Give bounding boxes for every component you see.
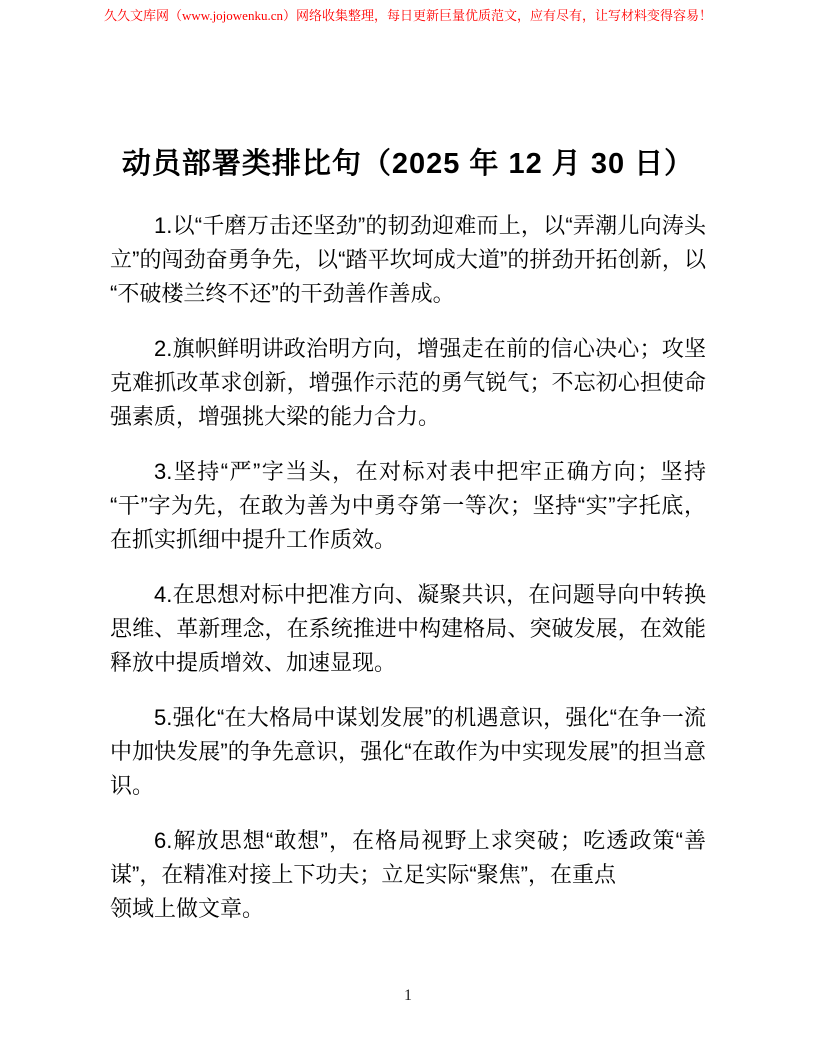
paragraph-3-text: 3.坚持“严”字当头，在对标对表中把牢正确方向；坚持“干”字为先，在敢为善为中勇夺第一等次；坚持“实”字托底，在抓实抓细中提升工作质效。 xyxy=(110,459,706,552)
paragraph-3 xyxy=(110,455,706,557)
paragraph-2-text: 2.旗帜鲜明讲政治明方向，增强走在前的信心决心；攻坚克难抓改革求创新，增强作示范的勇气锐气；不忘初心担使命强素质，增强挑大梁的能力合力。 xyxy=(110,336,706,429)
paragraph-4-text: 4.在思想对标中把准方向、凝聚共识，在问题导向中转换思维、革新理念，在系统推进中构建格局、突破发展，在效能释放中提质增效、加速显现。 xyxy=(110,582,706,675)
paragraph-6 xyxy=(110,824,706,926)
paragraph-6-continued-text: 领域上做文章。 xyxy=(110,896,265,921)
paragraph-6-text: 6.解放思想“敢想”，在格局视野上求突破；吃透政策“善谋”，在精准对接上下功夫；立足实际“聚焦”，在重点 xyxy=(110,828,706,887)
paragraph-5 xyxy=(110,701,706,803)
watermark-header xyxy=(0,7,816,24)
page-number: 1 xyxy=(404,987,412,1004)
watermark-header-text: 久久文库网（www.jojowenku.cn）网络收集整理，每日更新巨量优质范文，应有尽有，让写材料变得容易！ xyxy=(104,8,712,23)
paragraph-5-text: 5.强化“在大格局中谋划发展”的机遇意识，强化“在争一流中加快发展”的争先意识，强化“在敢作为中实现发展”的担当意识。 xyxy=(110,705,706,798)
paragraph-1 xyxy=(110,209,706,311)
paragraph-4 xyxy=(110,578,706,680)
document-body xyxy=(110,209,706,926)
paragraph-1-text: 1.以“千磨万击还坚劲”的韧劲迎难而上，以“弄潮儿向涛头立”的闯劲奋勇争先，以“踏平坎坷成大道”的拼劲开拓创新，以“不破楼兰终不还”的干劲善作善成。 xyxy=(110,213,706,306)
document-title: 动员部署类排比句（2025 年 12 月 30 日） xyxy=(121,148,695,180)
paragraph-2 xyxy=(110,332,706,434)
